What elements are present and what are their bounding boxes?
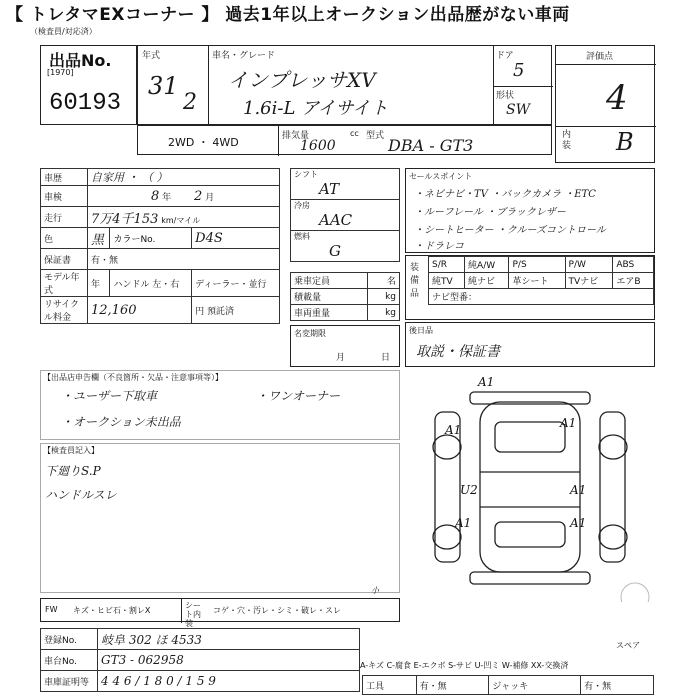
- load-unit: kg: [367, 289, 399, 305]
- month-value: 2: [183, 90, 197, 115]
- wheel-rr: [599, 525, 627, 549]
- cert-label: 車庫証明等: [41, 671, 98, 692]
- capacity-unit: 名: [367, 273, 399, 289]
- divider: [493, 86, 553, 87]
- type-value: DBA - GT3: [388, 136, 474, 155]
- equip-aw: 純A/W: [465, 257, 509, 273]
- damage-mark: A1: [445, 423, 462, 437]
- header-note: （検査員/対応済）: [30, 27, 97, 36]
- small-mark: 小: [371, 586, 379, 595]
- handle-cell: ハンドル 左・右: [110, 270, 192, 297]
- doors-value: 5: [513, 60, 525, 81]
- model-name: インプレッサXV: [228, 68, 376, 92]
- shaken-label: 車検: [41, 186, 88, 207]
- displacement-unit: cc: [350, 129, 359, 138]
- spare-tire-icon: [621, 583, 649, 602]
- equip-navi: 純ナビ: [465, 273, 509, 289]
- sales-point-item: ・シートヒーター ・クルーズコントロール: [414, 225, 606, 236]
- year-label: 年式: [142, 51, 161, 61]
- equipment-label: 装備品: [410, 263, 420, 299]
- capacity-label: 乗車定員: [291, 273, 368, 289]
- displacement-value: 1600: [300, 138, 336, 154]
- model-grade: 1.6i-L アイサイト: [243, 98, 389, 119]
- inspector-notes: [40, 443, 400, 593]
- aircon-value: AAC: [319, 211, 353, 229]
- inspector-note: 下廻りS.P: [45, 464, 101, 478]
- name-change-box: [290, 325, 400, 367]
- page-banner: 【 トレタマEXコーナー 】 過去1年以上オークション出品歴がない車両: [0, 0, 700, 30]
- divider: [556, 64, 656, 65]
- lot-box: [40, 45, 137, 125]
- mileage-unit: km/マイル: [161, 215, 201, 225]
- registration-label: 登録No.: [41, 629, 98, 650]
- later-items-label: 後日品: [409, 326, 433, 335]
- shift-value: AT: [319, 180, 340, 198]
- damage-mark: A1: [560, 416, 577, 430]
- navi-model: ナビ型番：: [429, 289, 654, 305]
- sales-point-item: ・ネビナビ・TV ・バックカメラ ・ETC: [414, 189, 596, 200]
- history-value: 自家用 ・ （ ）: [88, 169, 280, 186]
- shift-label: シフト: [294, 170, 318, 179]
- warranty-label: 保証書: [41, 249, 88, 270]
- spec-row: [137, 125, 552, 155]
- displacement-label: 排気量: [282, 131, 310, 141]
- header-grid: [137, 45, 552, 125]
- seller-note: ・オークション未出品: [61, 415, 181, 429]
- damage-mark: U2: [460, 483, 478, 497]
- doors-label: ドア: [496, 51, 514, 61]
- lot-label: 出品No.: [49, 51, 112, 70]
- equip-pw: P/W: [565, 257, 613, 273]
- mileage-value: 7万4千153: [91, 211, 159, 227]
- dealer-cell: ディーラー・並行: [192, 270, 280, 297]
- seller-notes-label: 【出品店申告欄（不良箇所・欠品・注意事項等）】: [43, 373, 223, 382]
- shaken-year: 8: [151, 188, 160, 204]
- seller-note: ・ワンオーナー: [256, 389, 341, 403]
- equip-tvnavi: TVナビ: [565, 273, 613, 289]
- interior-label: 内装: [562, 130, 572, 151]
- model-label: 車名・グレード: [212, 51, 276, 61]
- equip-abs: ABS: [613, 257, 654, 273]
- fuel-label: 燃料: [294, 232, 310, 241]
- equip-airbag: エアB: [613, 273, 654, 289]
- jack-value: 有・無: [581, 676, 654, 695]
- damage-mark: A1: [570, 483, 587, 497]
- registration-value: 岐阜 302 ほ 4533: [98, 629, 360, 650]
- seat-text: コゲ・穴・汚レ・シミ・破レ・スレ: [213, 606, 341, 615]
- legend: A-キズ C-腐食 E-エクボ S-サビ U-凹ミ W-補修 XX-交換済: [360, 661, 569, 670]
- recycle-value: 12,160: [88, 297, 192, 324]
- fw-row: [40, 586, 400, 628]
- vehicle-info-table: [40, 168, 280, 324]
- weight-unit: kg: [367, 305, 399, 321]
- name-change-month: 月: [336, 353, 346, 363]
- lot-number: 60193: [49, 90, 122, 117]
- recycle-unit: 円 預託済: [192, 297, 280, 324]
- shape-value: SW: [506, 102, 530, 118]
- registration-table: [40, 628, 360, 692]
- spare-label: スペア: [616, 641, 640, 650]
- model-year-label: モデル年式: [41, 270, 88, 297]
- tools-table: [362, 675, 654, 695]
- equip-sr: S/R: [429, 257, 465, 273]
- divider: [278, 126, 279, 156]
- score-value: 4: [606, 78, 628, 118]
- inspector-label: 【検査員記入】: [43, 446, 99, 455]
- interior-value: B: [616, 128, 634, 156]
- sales-points-label: セールスポイント: [409, 172, 473, 181]
- seller-notes: [40, 370, 400, 440]
- equip-leather: 革シート: [509, 273, 565, 289]
- later-items-box: [405, 322, 655, 367]
- name-change-label: 名変期限: [294, 329, 326, 338]
- score-label: 評価点: [586, 52, 614, 62]
- fw-label: FW: [45, 605, 58, 614]
- color-value: 黒: [88, 228, 110, 249]
- shaken-year-unit: 年: [162, 192, 172, 203]
- damage-mark: A1: [455, 516, 472, 530]
- lot-small-code: [1970]: [47, 68, 74, 77]
- wheel-fl: [433, 435, 461, 459]
- damage-diagram: [410, 372, 660, 602]
- tools-value: 有・無: [416, 676, 489, 695]
- fw-text: キズ・ヒビ石・割レX: [73, 606, 151, 615]
- wheel-fr: [599, 435, 627, 459]
- later-items-value: 取説・保証書: [416, 344, 500, 360]
- drivetrain-table: [290, 168, 400, 262]
- seller-note: ・ユーザー下取車: [61, 389, 158, 403]
- drive-type: 2WD ・ 4WD: [168, 136, 239, 149]
- chassis-label: 車台No.: [41, 650, 98, 671]
- chassis-value: GT3 - 062958: [98, 650, 360, 671]
- color-no-value: D4S: [192, 228, 280, 249]
- mileage-label: 走行: [41, 207, 88, 228]
- damage-mark: A1: [478, 375, 495, 389]
- fuel-value: G: [329, 242, 341, 260]
- windshield: [495, 422, 565, 452]
- color-no-label: カラーNo.: [110, 228, 192, 249]
- capacity-table: [290, 272, 400, 321]
- warranty-value: 有・無: [88, 249, 280, 270]
- weight-label: 車両重量: [291, 305, 368, 321]
- model-year-cell: 年: [88, 270, 110, 297]
- type-label: 型式: [366, 131, 385, 141]
- score-box: [555, 45, 655, 163]
- name-change-day: 日: [381, 353, 391, 363]
- divider: [556, 126, 656, 127]
- rear-bumper: [470, 572, 590, 584]
- shape-label: 形状: [496, 91, 515, 101]
- aircon-label: 冷房: [294, 201, 310, 210]
- seat-label: シート内装: [185, 601, 201, 628]
- damage-mark: A1: [570, 516, 587, 530]
- shaken-month-unit: 月: [205, 192, 215, 203]
- year-value: 31: [148, 72, 179, 100]
- recycle-label: リサイクル料金: [41, 297, 88, 324]
- tools-label: 工具: [363, 676, 417, 695]
- jack-label: ジャッキ: [489, 676, 581, 695]
- sales-point-item: ・ルーフレール ・ブラックレザー: [414, 207, 566, 218]
- history-label: 車歴: [41, 169, 88, 186]
- shaken-month: 2: [194, 188, 203, 204]
- color-label: 色: [41, 228, 88, 249]
- equipment-box: [405, 255, 655, 320]
- rear-window: [495, 522, 565, 547]
- cert-value: 4 4 6 / 1 8 0 / 1 5 9: [98, 671, 360, 692]
- sales-points-box: [405, 168, 655, 253]
- divider: [208, 46, 209, 126]
- equip-tv: 純TV: [429, 273, 465, 289]
- sales-point-item: ・ドラレコ: [414, 241, 464, 252]
- inspector-note: ハンドルスレ: [45, 488, 117, 502]
- load-label: 積載量: [291, 289, 368, 305]
- equip-ps: P/S: [509, 257, 565, 273]
